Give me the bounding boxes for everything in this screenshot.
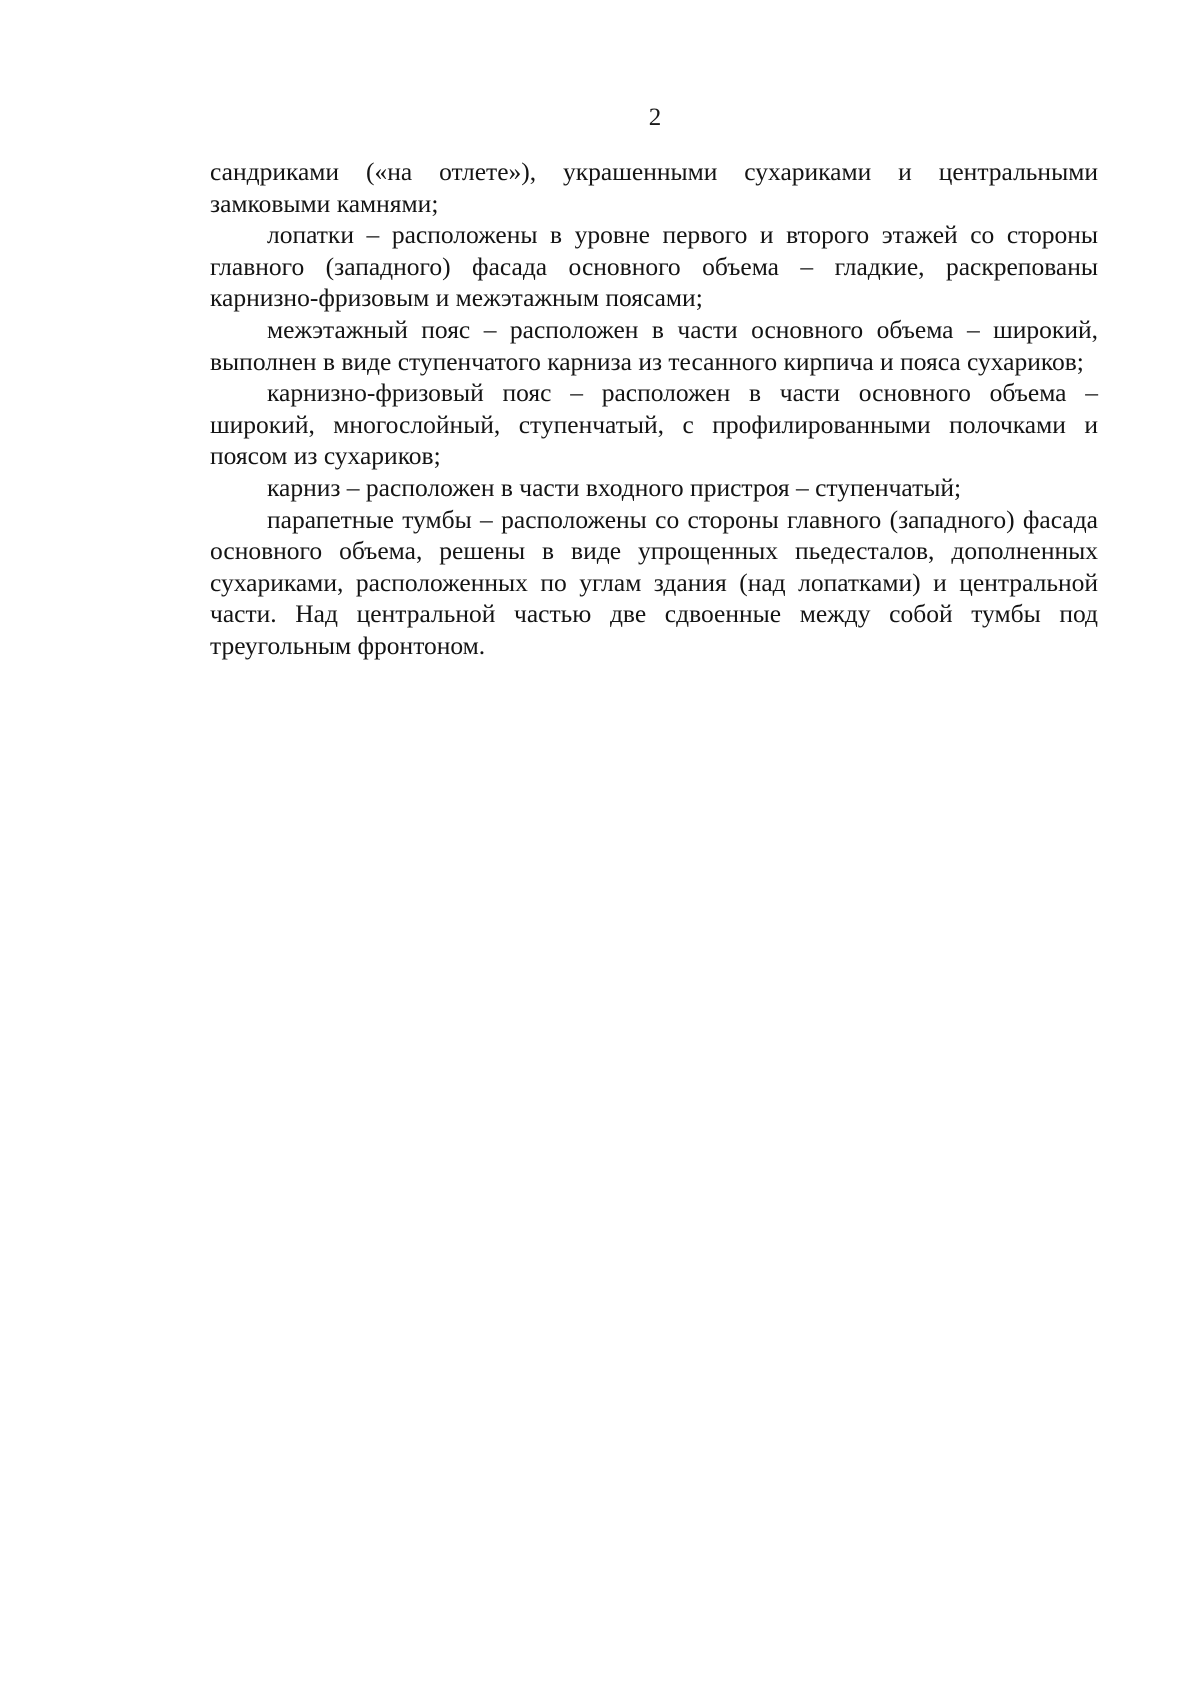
paragraph-parapetnye-tumby: парапетные тумбы – расположены со стороны главного (западного) фасада основного объема, решены в виде упрощенных пьедесталов, дополненных сухариками, расположенных по углам здания (над лопатками) и центральной части. Над центральной частью две сдвоенные между собой тумбы под треугольным фронтоном. [210,504,1098,660]
paragraph-karnizno-frizovy-poyas: карнизно-фризовый пояс – расположен в части основного объема – широкий, многослойный, ступенчатый, с профилированными полочками и поясом из сухариков; [210,378,1098,471]
paragraph-lopatki: лопатки – расположены в уровне первого и второго этажей со стороны главного (западного) фасада основного объема – гладкие, раскрепованы карнизно-фризовым и межэтажным поясами; [210,220,1098,313]
page-number: 2 [648,104,662,131]
paragraph-karniz: карниз – расположен в части входного пристроя – ступенчатый; [267,472,962,502]
document-body [210,156,1098,662]
paragraph-sandriki: сандриками («на отлете»), украшенными сухариками и центральными замковыми камнями; [210,157,1098,218]
paragraph-mezhetazhny-poyas: межэтажный пояс – расположен в части основного объема – широкий, выполнен в виде ступенчатого карниза из тесанного кирпича и пояса сухариков; [210,314,1098,376]
